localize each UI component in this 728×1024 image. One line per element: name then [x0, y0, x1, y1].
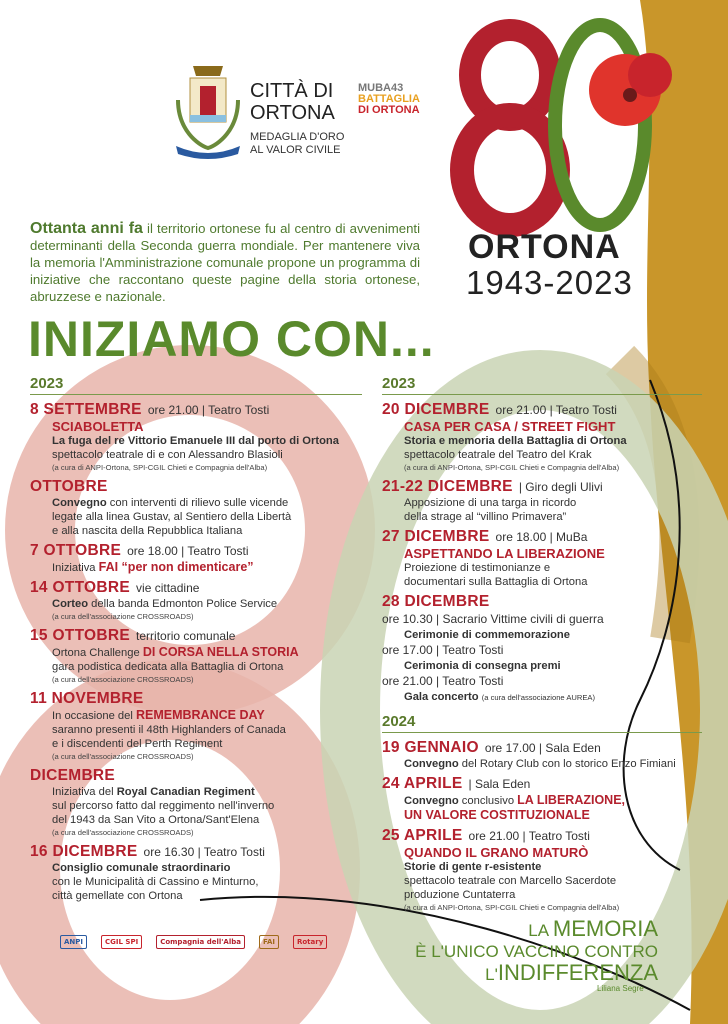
event-description-line: [404, 496, 702, 510]
event-item: [382, 528, 702, 589]
event-item: [30, 767, 362, 839]
text-segment: produzione Cuntaterra: [404, 889, 516, 901]
year-heading: 2024: [382, 713, 702, 733]
event-organizer-note: (a cura dell'associazione CROSSROADS): [52, 752, 194, 761]
intro-text: il territorio ortonese fu al centro di avvenimenti determinanti della Seconda guerra mondiale. Per mantenere viva la memoria l'Amministrazione comunale propone un programma di iniziative che raccontano queste pagine della storia ortonese, abruzzese e nazionale.: [30, 221, 421, 304]
intro-lead: Ottanta anni fa: [30, 220, 143, 237]
text-segment: gara podistica dedicata alla Battaglia di Ortona: [52, 661, 284, 673]
event-description-line: SCIABOLETTA: [52, 419, 144, 434]
event-header: [30, 542, 362, 560]
event-date: 27 DICEMBRE: [382, 528, 490, 545]
text-segment: Convegno: [404, 795, 459, 807]
event-description-line: [52, 737, 362, 751]
event-description-line: [404, 659, 702, 673]
quote-author: Liliana Segre: [597, 984, 644, 993]
event-date: 20 DICEMBRE: [382, 401, 490, 418]
text-segment: Ortona Challenge: [52, 647, 143, 659]
event-description-line: [404, 757, 702, 771]
event-organizer-note: (a cura dell'associazione CROSSROADS): [52, 828, 194, 837]
headline: INIZIAMO CON...: [28, 311, 435, 367]
event-date: DICEMBRE: [30, 767, 116, 784]
event-header: [30, 478, 362, 496]
event-time-venue: ore 17.00 | Teatro Tosti: [382, 643, 504, 657]
quote-text: È L'UNICO VACCINO CONTRO: [415, 942, 658, 961]
event-description-line: [404, 561, 702, 575]
text-segment: Proiezione di testimonianze e: [404, 562, 551, 574]
event-description-line: [404, 793, 702, 808]
event-description-line: [52, 524, 362, 538]
text-segment: REMEMBRANCE DAY: [135, 708, 265, 722]
text-segment: Cerimonie di commemorazione: [404, 629, 570, 641]
event-item: [30, 690, 362, 763]
text-segment: Storie di gente r-esistente: [404, 861, 542, 873]
city-subtitle: MEDAGLIA D'ORO AL VALOR CIVILE: [250, 131, 345, 156]
event-time-venue: ore 21.00 | Teatro Tosti: [147, 403, 270, 417]
quote-line: [415, 941, 658, 962]
text-segment: Cerimonia di consegna premi: [404, 660, 561, 672]
text-segment: Consiglio comunale straordinario: [52, 862, 231, 874]
event-description-line: [52, 597, 362, 611]
event-description-line: [404, 510, 702, 524]
event-date: OTTOBRE: [30, 478, 108, 495]
partner-logo: CGIL SPI: [101, 935, 142, 949]
text-segment: città gemellate con Ortona: [52, 890, 183, 902]
event-description-line: ASPETTANDO LA LIBERAZIONE: [404, 546, 605, 561]
event-header: [382, 528, 702, 546]
event-item: [382, 775, 702, 823]
event-organizer-note: (a cura di ANPI-Ortona, SPI-CGIL Chieti e Compagnia dell'Alba): [52, 463, 268, 472]
text-segment: conclusivo: [458, 795, 518, 807]
text-segment: LA LIBERAZIONE,: [517, 793, 626, 807]
event-header: [382, 478, 702, 496]
text-segment: UN VALORE COSTITUZIONALE: [404, 808, 590, 822]
text-segment: legate alla linea Gustav, al Sentiero della Libertà: [52, 511, 292, 523]
event-description-line: [52, 560, 362, 575]
event-time-venue: ore 10.30 | Sacrario Vittime civili di guerra: [382, 612, 604, 626]
event-description-line: [52, 708, 362, 723]
event-item: [382, 401, 702, 474]
anniversary-80-graphic: [462, 25, 672, 225]
text-segment: FAI “per non dimenticare”: [98, 560, 254, 574]
event-description-line: [52, 813, 362, 827]
year-heading: 2023: [30, 375, 362, 395]
text-segment: Convegno: [404, 758, 459, 770]
event-date: 8 SETTEMBRE: [30, 401, 142, 418]
event-item: [382, 478, 702, 524]
text-segment: DI CORSA NELLA STORIA: [142, 645, 299, 659]
event-description-line: [404, 860, 702, 874]
quote-emphasis: MEMORIA: [552, 916, 658, 941]
partner-logo: FAI: [259, 935, 279, 949]
event-description-line: [404, 874, 702, 888]
event-header: [382, 775, 702, 793]
event-description-line: [52, 875, 362, 889]
text-segment: spettacolo teatrale del Teatro del Krak: [404, 449, 592, 461]
event-item: [30, 843, 362, 903]
event-date: 28 DICEMBRE: [382, 593, 490, 610]
event-item: [30, 542, 362, 575]
event-date: 19 GENNAIO: [382, 739, 479, 756]
event-time-venue: ore 21.00 | Teatro Tosti: [382, 674, 504, 688]
event-description-line: [404, 628, 702, 642]
partner-logo: Rotary: [293, 935, 327, 949]
event-date: 25 APRILE: [382, 827, 463, 844]
text-segment: Iniziativa: [52, 562, 99, 574]
event-description-line: [404, 808, 702, 823]
event-time-venue: ore 18.00 | Teatro Tosti: [127, 544, 249, 558]
event-description-line: [52, 799, 362, 813]
text-segment: Gala concerto: [404, 691, 482, 703]
event-description-line: [52, 510, 362, 524]
event-time-venue: ore 16.30 | Teatro Tosti: [143, 845, 265, 859]
text-segment: della strage al “villino Primavera”: [404, 511, 567, 523]
event-time-venue: ore 21.00 | Teatro Tosti: [495, 403, 617, 417]
event-header: [30, 627, 362, 645]
text-segment: sul percorso fatto dal reggimento nell'inverno: [52, 800, 275, 812]
text-segment: e i discendenti del Perth Regiment: [52, 738, 223, 750]
quote-text: LA: [528, 921, 553, 940]
year-heading: 2023: [382, 375, 702, 395]
event-name: ORTONA: [468, 228, 621, 266]
partner-logo: ANPI: [60, 935, 87, 949]
event-description-line: [52, 496, 362, 510]
event-description-line: [52, 785, 362, 799]
event-description-line: CASA PER CASA / STREET FIGHT: [404, 419, 616, 434]
event-header: [30, 401, 362, 419]
text-segment: documentari sulla Battaglia di Ortona: [404, 576, 588, 588]
text-segment: Royal Canadian Regiment: [116, 786, 255, 798]
event-date: 16 DICEMBRE: [30, 843, 138, 860]
event-header: [382, 739, 702, 757]
text-segment: Convegno: [52, 497, 107, 509]
text-segment: del Rotary Club con lo storico Enzo Fimiani: [458, 758, 676, 770]
event-description-line: [52, 645, 362, 660]
partner-logos: [60, 935, 327, 949]
event-item: [30, 401, 362, 474]
event-description-line: [52, 861, 362, 875]
event-date: 7 OTTOBRE: [30, 542, 122, 559]
event-item: [382, 593, 702, 705]
event-header: [382, 401, 702, 419]
event-item: [382, 827, 702, 914]
event-organizer-note: (a cura dell'associazione CROSSROADS): [52, 675, 194, 684]
intro-paragraph: [30, 220, 420, 305]
event-date: 11 NOVEMBRE: [30, 690, 144, 707]
event-description-line: [404, 434, 702, 448]
text-segment: e alla nascita della Repubblica Italiana: [52, 525, 243, 537]
text-segment: In occasione del: [52, 710, 136, 722]
event-time-venue: | Sala Eden: [468, 777, 531, 791]
quote-text: L': [485, 965, 498, 984]
event-description-line: [52, 660, 362, 674]
event-description-line: QUANDO IL GRANO MATURÒ: [404, 845, 589, 860]
event-description-line: [52, 723, 362, 737]
event-years: 1943-2023: [466, 264, 633, 301]
event-time-venue: | Giro degli Ulivi: [518, 480, 603, 494]
text-segment: Storia e memoria della Battaglia di Ortona: [404, 435, 627, 447]
event-time-venue: territorio comunale: [136, 629, 236, 643]
event-time-venue: ore 21.00 | Teatro Tosti: [468, 829, 590, 843]
event-header: [30, 843, 362, 861]
quote-emphasis: INDIFFERENZA: [497, 960, 658, 985]
text-segment: (a cura dell'associazione AUREA): [481, 693, 596, 702]
event-item: [30, 579, 362, 623]
event-description-line: [52, 434, 362, 448]
event-organizer-note: (a cura di ANPI-Ortona, SPI-CGIL Chieti e Compagnia dell'Alba): [404, 903, 620, 912]
partner-logo: Compagnia dell'Alba: [156, 935, 245, 949]
event-description-line: [52, 448, 362, 462]
event-organizer-note: (a cura dell'associazione CROSSROADS): [52, 612, 194, 621]
text-segment: con interventi di rilievo sulle vicende: [106, 497, 289, 509]
event-item: [30, 478, 362, 538]
event-header: [30, 579, 362, 597]
event-header: [30, 690, 362, 708]
text-segment: La fuga del re Vittorio Emanuele III dal porto di Ortona: [52, 435, 339, 447]
text-segment: della banda Edmonton Police Service: [88, 598, 278, 610]
text-segment: spettacolo teatrale di e con Alessandro Blasioli: [52, 449, 283, 461]
event-date: 24 APRILE: [382, 775, 463, 792]
event-time-venue: ore 18.00 | MuBa: [495, 530, 588, 544]
event-description-line: [404, 448, 702, 462]
event-description-line: [404, 690, 702, 705]
quote-line: [415, 918, 658, 941]
event-header: [382, 827, 702, 845]
event-date: 21-22 DICEMBRE: [382, 478, 513, 495]
event-time-venue: vie cittadine: [136, 581, 200, 595]
event-description-line: [404, 888, 702, 902]
muba-logo: MUBA43 BATTAGLIA DI ORTONA: [358, 82, 420, 116]
event-item: [30, 627, 362, 686]
event-description-line: [404, 575, 702, 589]
event-date: 15 OTTOBRE: [30, 627, 131, 644]
text-segment: Iniziativa del: [52, 786, 117, 798]
text-segment: Corteo: [52, 598, 89, 610]
event-header: [382, 593, 702, 611]
event-time-venue: ore 17.00 | Sala Eden: [484, 741, 601, 755]
quote: [415, 918, 658, 985]
event-header: [30, 767, 362, 785]
city-title: CITTÀ DI ORTONA: [250, 80, 335, 124]
left-column: [30, 375, 362, 907]
city-coat-of-arms-logo: [168, 60, 248, 160]
right-column: [382, 375, 702, 918]
event-description-line: [52, 889, 362, 903]
event-date: 14 OTTOBRE: [30, 579, 131, 596]
text-segment: del 1943 da San Vito a Ortona/Sant'Elena: [52, 814, 260, 826]
text-segment: spettacolo teatrale con Marcello Sacerdote: [404, 875, 617, 887]
text-segment: saranno presenti il 48th Highlanders of Canada: [52, 724, 286, 736]
event-item: [382, 739, 702, 771]
text-segment: Apposizione di una targa in ricordo: [404, 497, 577, 509]
event-organizer-note: (a cura di ANPI-Ortona, SPI-CGIL Chieti e Compagnia dell'Alba): [404, 463, 620, 472]
text-segment: con le Municipalità di Cassino e Minturno,: [52, 876, 259, 888]
quote-line: [415, 962, 658, 985]
